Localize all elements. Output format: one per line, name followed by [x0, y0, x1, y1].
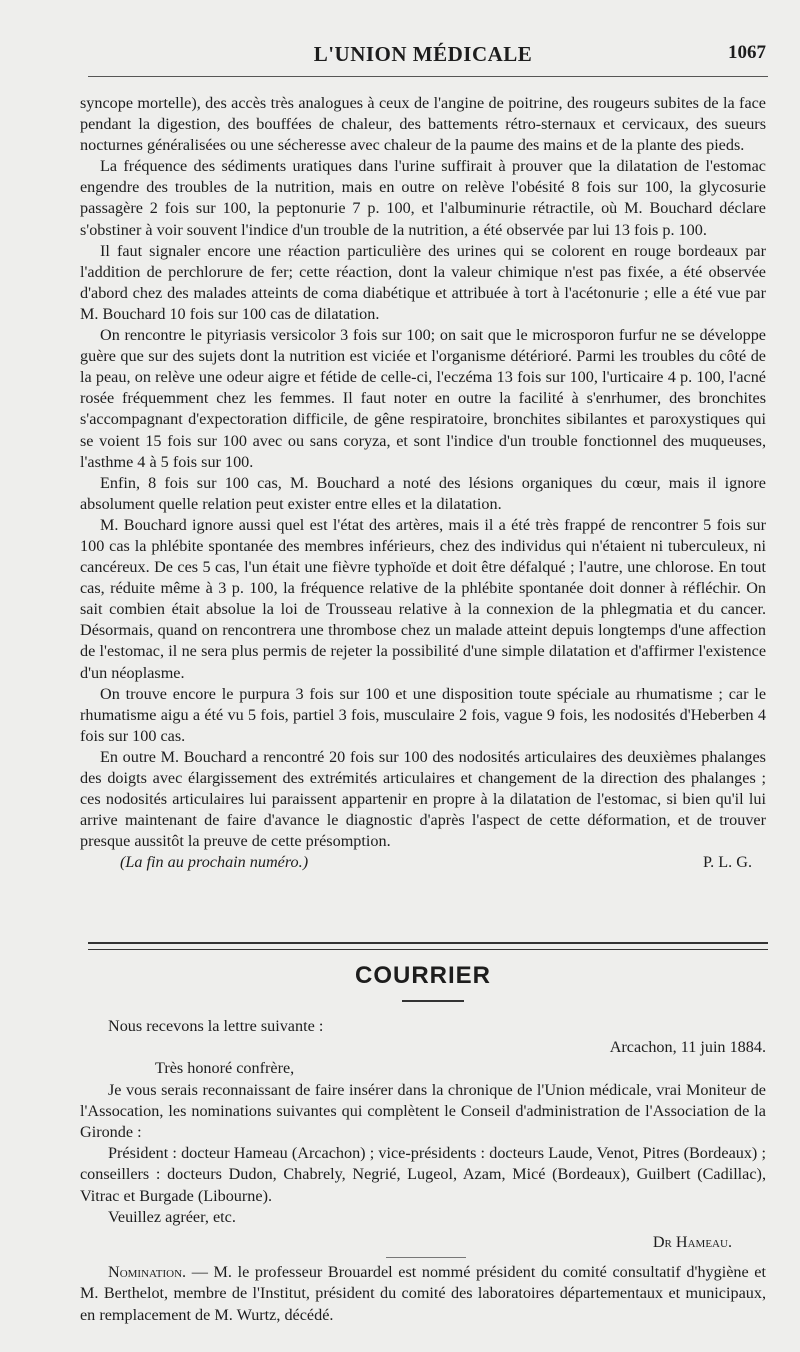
paragraph: La fréquence des sédiments uratiques dans l'urine suffirait à prouver que la dilatation de l'estomac engendre des troubles de la nutrition, mais en outre on relève l'obésité 8 fois sur 100, la glycosurie passagère 2 fois sur 100, la peptonurie 7 p. 100, et l'albuminurie rétractile, où M. Bouchard déclare s'obstiner à voir souvent l'indice d'un trouble de la nutrition, a été observée par lui 13 fois p. 100.: [80, 157, 766, 239]
paragraph: Enfin, 8 fois sur 100 cas, M. Bouchard a noté des lésions organiques du cœur, mais il ignore absolument quelle relation peut exister entre elles et la dilatation.: [80, 473, 766, 513]
continuation-note: (La fin au prochain numéro.): [120, 853, 309, 872]
section-title-rule: [402, 1000, 464, 1002]
author-initials: P. L. G.: [702, 853, 752, 872]
short-rule: [386, 1257, 466, 1258]
paragraph: M. Bouchard ignore aussi quel est l'état des artères, mais il a été très frappé de rencontrer 5 fois sur 100 cas la phlébite spontanée des membres inférieurs, chez des individus qui n'étaient ni tuberculeux, ni cancéreux. De ces 5 cas, l'un était une fièvre typhoïde et doit être défalqué ; l'autre, une chlorose. En tout cas, réduite même à 3 p. 100, la fréquence relative de la phlébite spontanée doit donner à réfléchir. On sait combien était absolue la loi de Trousseau relative à la connexion de la phlegmatia et du cancer. Désormais, quand on rencontrera une thrombose chez un malade atteint depuis longtemps d'une affection de l'estomac, il ne sera plus permis de rejeter la possibilité d'une simple dilatation et d'affirmer l'existence d'un néoplasme.: [80, 515, 766, 682]
paragraph: syncope mortelle), des accès très analogues à ceux de l'angine de poitrine, des rougeurs subites de la face pendant la digestion, des bouffées de chaleur, des battements rétro-sternaux et cervicaux, des sueurs nocturnes généralisées ou une sécheresse avec chaleur de la paume des mains et de la plante des pieds.: [80, 94, 766, 155]
nomination-paragraph: [80, 1262, 766, 1326]
letter-body: Je vous serais reconnaissant de faire insérer dans la chronique de l'Union médicale, vrai Moniteur de l'Assocation, les nominations suivantes qui complètent le Conseil d'administration de l'Association de la Gironde :: [80, 1080, 766, 1142]
letter-intro: Nous recevons la lettre suivante :: [108, 1017, 324, 1035]
header-rule: [88, 76, 768, 77]
nomination-text: — M. le professeur Brouardel est nommé président du comité consultatif d'hygiène et M. Berthelot, membre de l'Institut, président du comité des laboratoires départementaux et municipaux, en remplacement de M. Wurtz, décédé.: [80, 1263, 766, 1324]
paragraph: On trouve encore le purpura 3 fois sur 100 et une disposition toute spéciale au rhumatisme ; car le rhumatisme aigu a été vu 5 fois, partiel 3 fois, musculaire 2 fois, vague 9 fois, les nodosités d'Heberben 4 fois sur 100 cas.: [80, 684, 766, 745]
letter-closing: Veuillez agréer, etc.: [108, 1207, 236, 1226]
nomination-label: Nomination.: [108, 1263, 187, 1282]
section-divider: [88, 942, 768, 950]
paragraph: Il faut signaler encore une réaction particulière des urines qui se colorent en rouge bordeaux par l'addition de perchlorure de fer; cette réaction, dont la valeur chimique n'est pas fixée, a été observée d'abord chez des malades atteints de coma diabétique et attribuée à tort à l'acétonurie ; elle a été vue par M. Bouchard 10 fois sur 100 cas de dilatation.: [80, 241, 766, 323]
letter-section: [80, 1016, 766, 1326]
paragraph: En outre M. Bouchard a rencontré 20 fois sur 100 des nodosités articulaires des deuxièmes phalanges des doigts avec élargissement des extrémités articulaires et changement de la direction des phalanges ; ces nodosités articulaires lui paraissent appartenir en propre à la dilatation de l'estomac, si bien qu'il lui arrive maintenant de faire d'avance le diagnostic d'après l'aspect de cette déformation, et de trouver presque aussitôt la preuve de cette présomption.: [80, 747, 766, 851]
letter-signature: Dr Hameau.: [652, 1233, 732, 1252]
article-body: [80, 93, 766, 873]
continuation-line: [80, 852, 766, 873]
journal-title: L'UNION MÉDICALE: [313, 42, 533, 66]
page-number: 1067: [728, 42, 766, 63]
running-header: [80, 42, 766, 72]
section-title: COURRIER: [354, 962, 491, 989]
letter-salutation: Très honoré confrère,: [155, 1059, 295, 1078]
letter-body: Président : docteur Hameau (Arcachon) ; vice-présidents : docteurs Laude, Venot, Pitres (Bordeaux) ; conseillers : docteurs Dudon, Chabrely, Negrié, Lugeol, Azam, Micé (Bordeaux), Guilbert (Cadillac), Vitrac et Burgade (Libourne).: [80, 1144, 766, 1205]
paragraph: On rencontre le pityriasis versicolor 3 fois sur 100; on sait que le microsporon furfur ne se développe guère que sur des sujets dont la nutrition est viciée et l'organisme détérioré. Parmi les troubles du côté de la peau, on relève une odeur aigre et fétide de celle-ci, l'eczéma 13 fois sur 100, l'urticaire 4 p. 100, l'acné rosée fréquemment chez les femmes. Il faut noter en outre la facilité à s'enrhumer, des bronchites s'accompagnant d'expectoration difficile, de gêne respiratoire, bronchites sibilantes et paroxystiques qui se voient 15 fois sur 100 avec ou sans coryza, et sont l'indice d'un trouble fonctionnel des muqueuses, l'asthme 4 à 5 fois sur 100.: [80, 326, 766, 471]
letter-place-date: Arcachon, 11 juin 1884.: [609, 1038, 766, 1057]
